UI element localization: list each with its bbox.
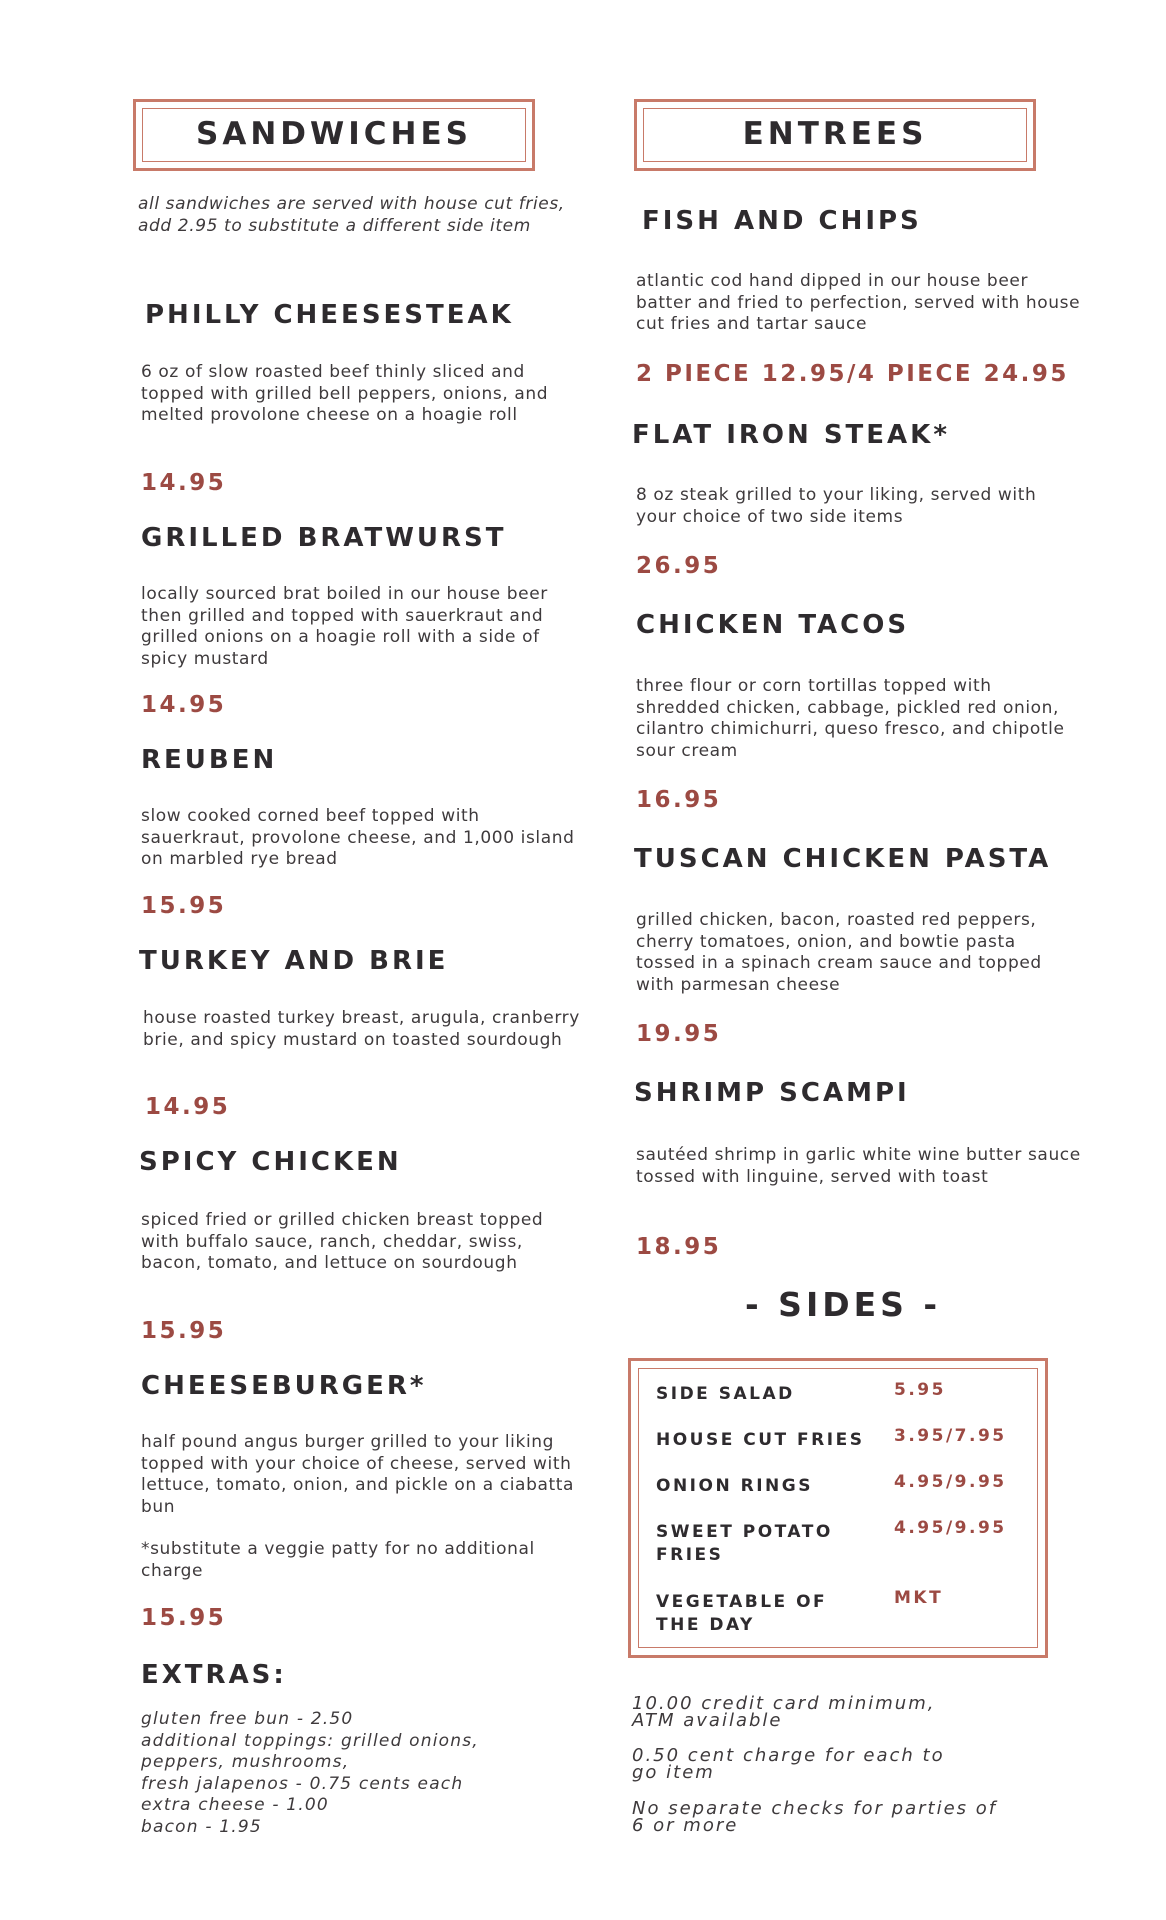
item-description: half pound angus burger grilled to your liking topped with your choice of cheese, served with lettuce, tomato, onion, and pickle on a ciabatta bun <box>141 1432 575 1517</box>
side-price: MKT <box>894 1588 944 1608</box>
item-price: 14.95 <box>141 692 227 718</box>
item-description: house roasted turkey breast, arugula, cranberry brie, and spicy mustard on toasted sourdough <box>143 1008 580 1050</box>
item-description: sautéed shrimp in garlic white wine butter sauce tossed with linguine, served with toast <box>636 1145 1081 1187</box>
side-price: 5.95 <box>894 1380 946 1400</box>
note-separate-checks: No separate checks for parties of 6 or more <box>632 1798 998 1836</box>
item-title: GRILLED BRATWURST <box>141 523 507 553</box>
item-price: 14.95 <box>141 470 227 496</box>
extras-list <box>141 1709 586 1839</box>
item-description: three flour or corn tortillas topped with shredded chicken, cabbage, pickled red onion, cilantro chimichurri, queso fresco, and chipotle sour cream <box>636 676 1065 761</box>
sides-box <box>628 1358 1048 1658</box>
side-name: ONION RINGS <box>656 1476 813 1496</box>
item-title: TUSCAN CHICKEN PASTA <box>634 844 1052 874</box>
item-title: SHRIMP SCAMPI <box>634 1078 910 1108</box>
item-description: spiced fried or grilled chicken breast topped with buffalo sauce, ranch, cheddar, swiss, bacon, tomato, and lettuce on sourdough <box>141 1210 544 1273</box>
side-name: HOUSE CUT FRIES <box>656 1430 865 1450</box>
item-description: slow cooked corned beef topped with sauerkraut, provolone cheese, and 1,000 island on marbled rye bread <box>141 806 575 869</box>
entrees-heading-box <box>634 99 1036 171</box>
item-price: 18.95 <box>636 1234 722 1260</box>
note-credit-card: 10.00 credit card minimum, ATM available <box>632 1693 936 1731</box>
extras-line: peppers, mushrooms, <box>141 1752 350 1773</box>
item-note: *substitute a veggie patty for no additional charge <box>141 1539 535 1581</box>
extras-line: fresh jalapenos - 0.75 cents each <box>141 1773 464 1794</box>
item-description: locally sourced brat boiled in our house beer then grilled and topped with sauerkraut and grilled onions on a hoagie roll with a side of spicy mustard <box>141 584 548 669</box>
item-price: 15.95 <box>141 1605 227 1631</box>
side-name: VEGETABLE OF THE DAY <box>656 1592 828 1635</box>
item-title: FLAT IRON STEAK* <box>632 420 950 450</box>
item-description: 8 oz steak grilled to your liking, served with your choice of two side items <box>636 485 1037 527</box>
sandwiches-heading: SANDWICHES <box>196 116 472 152</box>
note-to-go: 0.50 cent charge for each to go item <box>632 1745 945 1783</box>
side-price: 4.95/9.95 <box>894 1472 1007 1492</box>
item-description: grilled chicken, bacon, roasted red peppers, cherry tomatoes, onion, and bowtie pasta tossed in a spinach cream sauce and topped with parmesan cheese <box>636 910 1042 995</box>
item-price: 19.95 <box>636 1021 722 1047</box>
side-name: SIDE SALAD <box>656 1384 795 1404</box>
item-title: PHILLY CHEESESTEAK <box>145 300 514 330</box>
item-price: 15.95 <box>141 1318 227 1344</box>
item-title: REUBEN <box>141 745 278 775</box>
item-title: CHICKEN TACOS <box>636 610 910 640</box>
item-price: 16.95 <box>636 787 722 813</box>
extras-line: additional toppings: grilled onions, <box>141 1730 479 1751</box>
sides-heading: - SIDES - <box>745 1285 942 1324</box>
item-price: 14.95 <box>145 1094 231 1120</box>
side-price: 4.95/9.95 <box>894 1518 1007 1538</box>
sandwiches-intro: all sandwiches are served with house cut fries, add 2.95 to substitute a different side item <box>138 194 565 236</box>
extras-heading: EXTRAS: <box>141 1660 287 1690</box>
item-price: 26.95 <box>636 553 722 579</box>
extras-line: bacon - 1.95 <box>141 1816 262 1837</box>
item-title: TURKEY AND BRIE <box>139 946 449 976</box>
entrees-heading: ENTREES <box>742 116 928 152</box>
item-description: atlantic cod hand dipped in our house beer batter and fried to perfection, served with house cut fries and tartar sauce <box>636 271 1081 334</box>
item-description: 6 oz of slow roasted beef thinly sliced and topped with grilled bell peppers, onions, and melted provolone cheese on a hoagie roll <box>141 362 549 425</box>
item-title: CHEESEBURGER* <box>141 1371 427 1401</box>
item-price: 15.95 <box>141 893 227 919</box>
sandwiches-heading-box <box>133 99 535 171</box>
item-title: SPICY CHICKEN <box>139 1147 402 1177</box>
side-name: SWEET POTATO FRIES <box>656 1522 833 1565</box>
item-price: 2 PIECE 12.95/4 PIECE 24.95 <box>636 361 1069 387</box>
item-title: FISH AND CHIPS <box>642 206 922 236</box>
side-price: 3.95/7.95 <box>894 1426 1007 1446</box>
extras-line: gluten free bun - 2.50 <box>141 1709 354 1729</box>
extras-line: extra cheese - 1.00 <box>141 1795 329 1816</box>
